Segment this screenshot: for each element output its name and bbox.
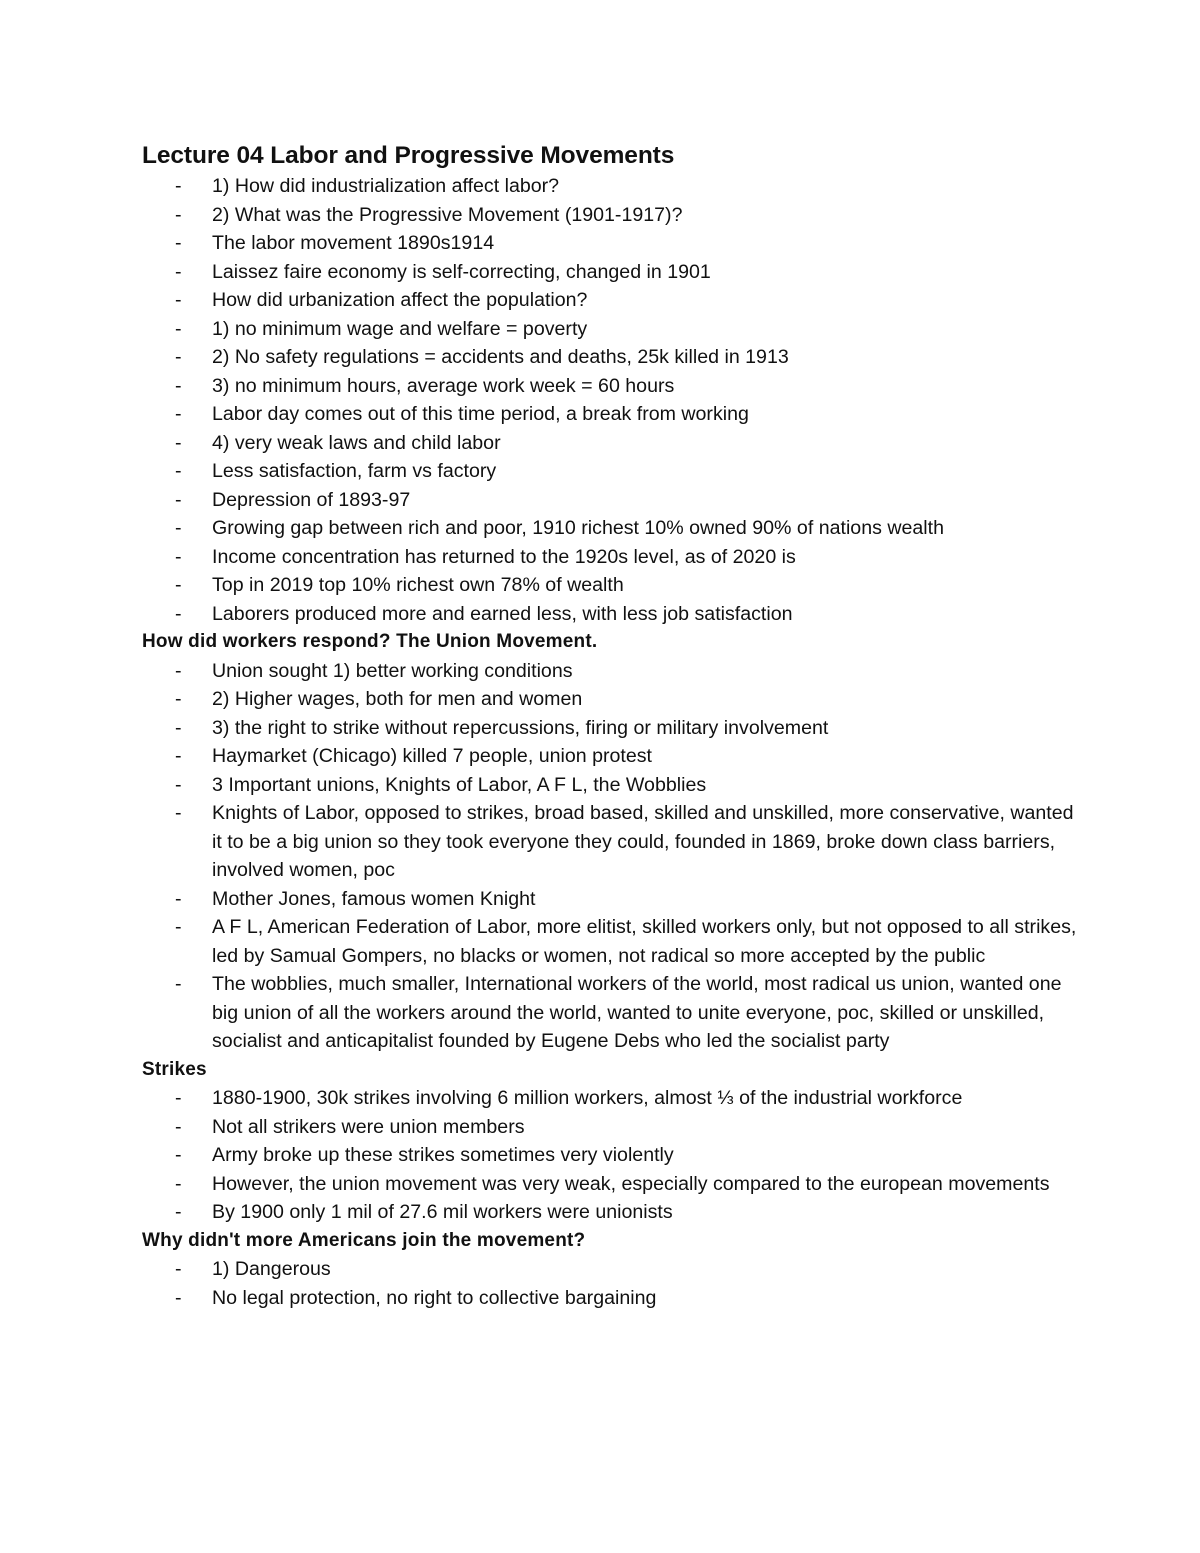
list-item xyxy=(142,685,1102,714)
bullet-dash: - xyxy=(175,574,182,596)
list-item-text: A F L, American Federation of Labor, more elitist, skilled workers only, but not opposed to all strikes, led by Samual Gompers, no blacks or women, not radical so more accepted by the public xyxy=(212,916,1077,967)
list-item-text: 1) How did industrialization affect labor? xyxy=(212,175,560,197)
list-item-text: 1) no minimum wage and welfare = poverty xyxy=(212,317,588,340)
bullet-dash: - xyxy=(175,887,182,910)
bullet-dash: - xyxy=(175,1144,182,1166)
bullet-dash: - xyxy=(175,346,182,368)
list-item xyxy=(142,286,1102,315)
list-item xyxy=(142,1198,1102,1227)
list-item-text: Not all strikers were union members xyxy=(212,1115,525,1138)
bullet-dash: - xyxy=(175,232,182,254)
bullet-dash: - xyxy=(175,1087,182,1109)
list-item-text: Depression of 1893-97 xyxy=(212,488,411,511)
list-item xyxy=(142,771,1102,800)
bullet-dash: - xyxy=(175,260,182,283)
bullet-dash: - xyxy=(175,488,182,511)
list-item-text: No legal protection, no right to collective bargaining xyxy=(212,1286,657,1309)
list-item xyxy=(142,201,1102,230)
bullet-dash: - xyxy=(175,545,182,568)
list-item-text: However, the union movement was very weak, especially compared to the european movements xyxy=(212,1172,1050,1195)
bullet-dash: - xyxy=(175,1201,182,1223)
list-item xyxy=(142,172,1102,201)
bullet-dash: - xyxy=(175,517,182,539)
list-item xyxy=(142,657,1102,686)
section-1 xyxy=(142,628,1102,1056)
section-3 xyxy=(142,1227,1102,1313)
bullet-dash: - xyxy=(175,1286,182,1309)
list-item-text: The wobblies, much smaller, International workers of the world, most radical us union, wanted one big union of all the workers around the world, wanted to unite everyone, poc, skilled or unskilled, socialist and anticapitalist founded by Eugene Debs who led the socialist party xyxy=(212,973,1062,1052)
bullet-dash: - xyxy=(175,802,182,824)
bullet-dash: - xyxy=(175,1258,182,1280)
section-0 xyxy=(142,172,1102,628)
list-item-text: By 1900 only 1 mil of 27.6 mil workers were unionists xyxy=(212,1201,673,1223)
document-page xyxy=(142,140,1102,1312)
list-item-text: Army broke up these strikes sometimes very violently xyxy=(212,1144,674,1166)
list-item xyxy=(142,742,1102,771)
list-item xyxy=(142,571,1102,600)
list-item-text: Top in 2019 top 10% richest own 78% of wealth xyxy=(212,574,624,596)
section-heading: Why didn't more Americans join the movement? xyxy=(142,1229,586,1251)
list-item xyxy=(142,600,1102,629)
bullet-dash: - xyxy=(175,973,182,995)
list-item-text: Haymarket (Chicago) killed 7 people, union protest xyxy=(212,745,652,767)
list-item-text: 4) very weak laws and child labor xyxy=(212,431,501,454)
bullet-dash: - xyxy=(175,317,182,340)
bullet-list xyxy=(142,1084,1102,1227)
list-item-text: 3) the right to strike without repercussions, firing or military involvement xyxy=(212,716,829,739)
list-item-text: Less satisfaction, farm vs factory xyxy=(212,460,497,482)
list-item xyxy=(142,315,1102,344)
bullet-dash: - xyxy=(175,289,182,311)
bullet-dash: - xyxy=(175,773,182,796)
list-item xyxy=(142,1255,1102,1284)
bullet-list xyxy=(142,1255,1102,1312)
bullet-dash: - xyxy=(175,659,182,682)
list-item xyxy=(142,457,1102,486)
bullet-dash: - xyxy=(175,745,182,767)
list-item xyxy=(142,1141,1102,1170)
list-item xyxy=(142,400,1102,429)
list-item-text: How did urbanization affect the population? xyxy=(212,289,588,311)
document-body xyxy=(142,172,1102,1312)
list-item-text: Laborers produced more and earned less, with less job satisfaction xyxy=(212,602,793,625)
list-item xyxy=(142,543,1102,572)
bullet-list xyxy=(142,172,1102,628)
list-item-text: Growing gap between rich and poor, 1910 richest 10% owned 90% of nations wealth xyxy=(212,517,944,539)
bullet-dash: - xyxy=(175,431,182,454)
list-item-text: Union sought 1) better working conditions xyxy=(212,659,573,682)
list-item xyxy=(142,1284,1102,1313)
list-item xyxy=(142,714,1102,743)
list-item xyxy=(142,514,1102,543)
list-item xyxy=(142,258,1102,287)
list-item xyxy=(142,343,1102,372)
list-item xyxy=(142,372,1102,401)
list-item-text: 3 Important unions, Knights of Labor, A F L, the Wobblies xyxy=(212,773,707,796)
bullet-dash: - xyxy=(175,374,182,397)
bullet-dash: - xyxy=(175,916,182,938)
list-item-text: 2) Higher wages, both for men and women xyxy=(212,688,583,710)
list-item-text: Mother Jones, famous women Knight xyxy=(212,887,536,910)
bullet-dash: - xyxy=(175,175,182,197)
list-item-text: 3) no minimum hours, average work week = 60 hours xyxy=(212,374,675,397)
list-item-text: 2) No safety regulations = accidents and deaths, 25k killed in 1913 xyxy=(212,346,789,368)
document-title: Lecture 04 Labor and Progressive Movements xyxy=(142,142,675,169)
bullet-dash: - xyxy=(175,716,182,739)
bullet-dash: - xyxy=(175,1115,182,1138)
list-item-text: 1) Dangerous xyxy=(212,1258,331,1280)
bullet-dash: - xyxy=(175,602,182,625)
bullet-dash: - xyxy=(175,1172,182,1195)
list-item xyxy=(142,229,1102,258)
bullet-dash: - xyxy=(175,203,182,226)
list-item xyxy=(142,429,1102,458)
list-item-text: Knights of Labor, opposed to strikes, broad based, skilled and unskilled, more conservative, wanted it to be a big union so they took everyone they could, founded in 1869, broke down class barriers, involved women, poc xyxy=(212,802,1074,881)
list-item xyxy=(142,970,1102,1056)
bullet-list xyxy=(142,657,1102,1056)
section-2 xyxy=(142,1056,1102,1227)
bullet-dash: - xyxy=(175,403,182,425)
list-item-text: Income concentration has returned to the 1920s level, as of 2020 is xyxy=(212,545,796,568)
list-item-text: The labor movement 1890s1914 xyxy=(212,232,495,254)
list-item xyxy=(142,885,1102,914)
list-item xyxy=(142,1113,1102,1142)
list-item xyxy=(142,913,1102,970)
section-heading: How did workers respond? The Union Movement. xyxy=(142,631,598,652)
list-item xyxy=(142,1170,1102,1199)
bullet-dash: - xyxy=(175,688,182,710)
section-heading: Strikes xyxy=(142,1058,207,1080)
list-item xyxy=(142,799,1102,885)
list-item-text: 2) What was the Progressive Movement (1901-1917)? xyxy=(212,203,683,226)
list-item-text: Laissez faire economy is self-correcting, changed in 1901 xyxy=(212,260,711,283)
bullet-dash: - xyxy=(175,460,182,482)
list-item-text: Labor day comes out of this time period, a break from working xyxy=(212,403,749,425)
list-item xyxy=(142,1084,1102,1113)
list-item-text: 1880-1900, 30k strikes involving 6 million workers, almost ⅓ of the industrial workforce xyxy=(212,1087,963,1109)
list-item xyxy=(142,486,1102,515)
